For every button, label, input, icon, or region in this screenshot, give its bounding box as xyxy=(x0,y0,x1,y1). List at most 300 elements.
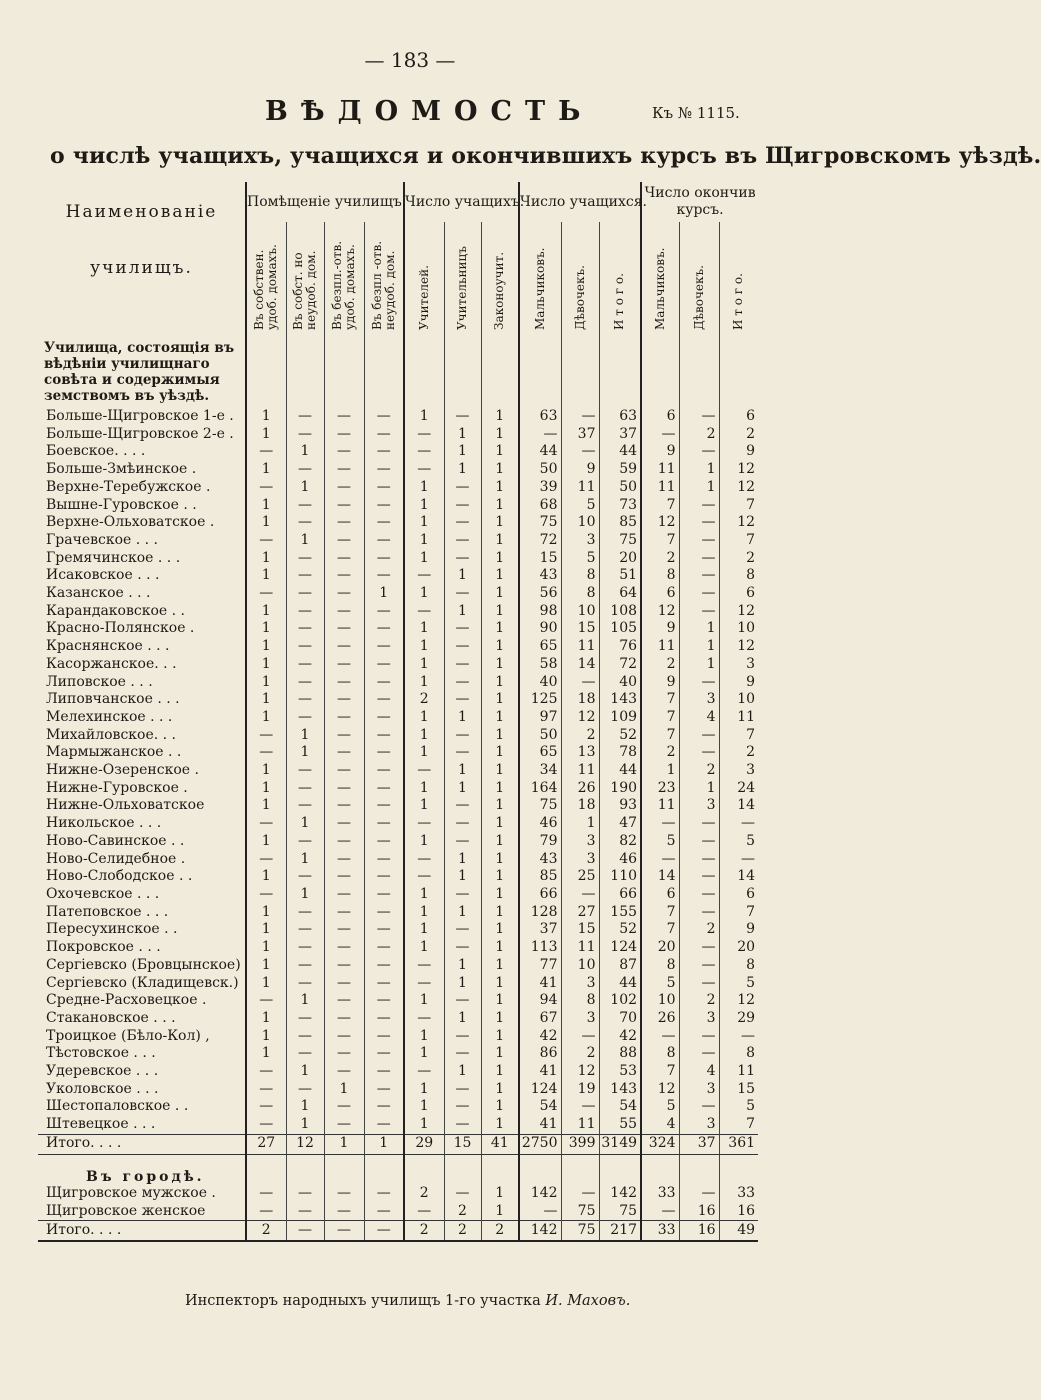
table-cell: 1 xyxy=(481,833,519,851)
table-cell: — xyxy=(364,744,404,762)
table-cell: 8 xyxy=(561,992,599,1010)
school-name: Нижне-Ольховатское xyxy=(46,797,205,814)
table-cell: 66 xyxy=(599,886,641,904)
table-cell: — xyxy=(444,1028,481,1046)
table-cell: 16 xyxy=(679,1203,719,1221)
table-cell: 1 xyxy=(481,1116,519,1134)
table-row xyxy=(38,815,758,833)
table-cell: 108 xyxy=(599,603,641,621)
table-cell: 6 xyxy=(641,886,679,904)
table-cell: 105 xyxy=(599,620,641,638)
table-cell: 1 xyxy=(246,709,286,727)
table-cell: 5 xyxy=(561,497,599,515)
table-cell: 11 xyxy=(561,1116,599,1134)
table-row xyxy=(38,603,758,621)
table-cell: — xyxy=(719,815,758,833)
subcolumn-header-label: Учительницъ xyxy=(455,246,469,330)
table-cell: 7 xyxy=(719,727,758,745)
table-cell: — xyxy=(561,1185,599,1203)
table-cell: — xyxy=(364,443,404,461)
table-cell: 11 xyxy=(561,638,599,656)
school-name: Липовское . . . xyxy=(46,673,153,690)
table-cell: 15 xyxy=(519,550,561,568)
table-cell: 2 xyxy=(641,656,679,674)
table-cell: 11 xyxy=(641,797,679,815)
document-title: ВѢДОМОСТЬ xyxy=(265,96,594,127)
group-header-graduates: Число окончив курсъ. xyxy=(641,182,758,222)
school-name: Михайловское. . . xyxy=(46,726,176,743)
table-cell: — xyxy=(561,443,599,461)
table-cell: — xyxy=(324,797,364,815)
table-cell: 1 xyxy=(246,939,286,957)
table-cell: — xyxy=(444,992,481,1010)
table-cell: 5 xyxy=(561,550,599,568)
table-cell: 34 xyxy=(519,762,561,780)
table-cell: 12 xyxy=(561,709,599,727)
table-cell: 52 xyxy=(599,921,641,939)
table-cell: 1 xyxy=(246,797,286,815)
table-cell: — xyxy=(364,620,404,638)
subcolumn-header-label: Въ безпл -отв. неудоб. дом. xyxy=(369,240,397,330)
table-cell: 1 xyxy=(246,426,286,444)
table-cell: — xyxy=(364,886,404,904)
table-row xyxy=(38,992,758,1010)
table-cell: 7 xyxy=(641,691,679,709)
table-cell: 1 xyxy=(404,479,444,497)
table-row xyxy=(38,443,758,461)
table-cell: 26 xyxy=(561,780,599,798)
table-cell: — xyxy=(679,886,719,904)
table-cell: — xyxy=(679,904,719,922)
table-cell: 7 xyxy=(641,727,679,745)
table-cell: — xyxy=(286,638,324,656)
table-cell: 1 xyxy=(404,1098,444,1116)
table-cell: 1 xyxy=(561,815,599,833)
table-cell: — xyxy=(444,1185,481,1203)
table-cell: — xyxy=(364,957,404,975)
school-name: Сергіевско (Бровцынское) xyxy=(46,956,241,973)
subcolumn-header-label: Мальчиковъ. xyxy=(532,247,547,330)
table-cell: 3 xyxy=(561,975,599,993)
table-cell: — xyxy=(364,921,404,939)
table-cell: 40 xyxy=(519,674,561,692)
table-row xyxy=(38,1185,758,1203)
table-cell: 66 xyxy=(519,886,561,904)
table-cell: — xyxy=(364,868,404,886)
table-cell: 19 xyxy=(561,1081,599,1099)
table-cell: 1 xyxy=(679,461,719,479)
table-cell: 1 xyxy=(404,1081,444,1099)
table-cell: 1 xyxy=(481,1045,519,1063)
table-cell: 190 xyxy=(599,780,641,798)
table-row xyxy=(38,727,758,745)
table-cell: 37 xyxy=(599,426,641,444)
table-cell: 1 xyxy=(444,443,481,461)
table-cell: 8 xyxy=(719,567,758,585)
table-cell: 1 xyxy=(404,833,444,851)
table-cell: 47 xyxy=(599,815,641,833)
table-row xyxy=(38,797,758,815)
table-cell: 3 xyxy=(679,1010,719,1028)
subcolumn-header xyxy=(599,222,641,334)
school-name: Карандаковское . . xyxy=(46,602,185,619)
table-cell: — xyxy=(286,1028,324,1046)
table-cell: 59 xyxy=(599,461,641,479)
table-cell: — xyxy=(324,992,364,1010)
table-cell: 63 xyxy=(599,408,641,426)
table-cell: — xyxy=(286,709,324,727)
table-cell: 12 xyxy=(719,461,758,479)
table-row xyxy=(38,1116,758,1134)
table-cell: — xyxy=(561,1028,599,1046)
table-cell: — xyxy=(679,674,719,692)
table-cell: 75 xyxy=(561,1203,599,1221)
table-cell: 1 xyxy=(286,992,324,1010)
table-cell: — xyxy=(444,497,481,515)
table-cell: 1 xyxy=(641,762,679,780)
table-row xyxy=(38,1010,758,1028)
table-cell: — xyxy=(324,1116,364,1134)
table-cell: — xyxy=(679,1045,719,1063)
table-cell: 1 xyxy=(246,461,286,479)
table-cell: 1 xyxy=(364,1134,404,1154)
table-cell: 88 xyxy=(599,1045,641,1063)
school-name: Шестопаловское . . xyxy=(46,1098,189,1115)
table-cell: 8 xyxy=(719,1045,758,1063)
table-cell: — xyxy=(444,744,481,762)
table-cell: — xyxy=(364,709,404,727)
table-cell: 1 xyxy=(404,727,444,745)
table-row xyxy=(38,833,758,851)
table-cell: 1 xyxy=(481,1185,519,1203)
table-cell: — xyxy=(444,638,481,656)
table-cell: — xyxy=(679,497,719,515)
table-cell: — xyxy=(404,1063,444,1081)
table-cell: — xyxy=(364,1116,404,1134)
table-row xyxy=(38,762,758,780)
table-row xyxy=(38,921,758,939)
table-cell: — xyxy=(641,1203,679,1221)
statistics-table-container xyxy=(38,182,758,1242)
table-cell: 1 xyxy=(246,408,286,426)
table-cell: 1 xyxy=(404,886,444,904)
table-cell: 44 xyxy=(519,443,561,461)
table-row xyxy=(38,1081,758,1099)
table-cell: — xyxy=(246,1081,286,1099)
table-cell: — xyxy=(561,674,599,692)
table-cell: — xyxy=(324,1203,364,1221)
table-cell: — xyxy=(404,461,444,479)
table-cell: 85 xyxy=(599,514,641,532)
table-cell: 2 xyxy=(404,1221,444,1242)
table-cell: 1 xyxy=(481,709,519,727)
table-cell: — xyxy=(641,1028,679,1046)
table-cell: 27 xyxy=(246,1134,286,1154)
section-title: Училища, состоящія въ вѣдѣніи училищнаго совѣта и содержимыя земствомъ въ уѣздѣ. xyxy=(44,340,235,404)
section-header-row xyxy=(38,334,758,408)
table-cell: — xyxy=(679,975,719,993)
table-cell: — xyxy=(679,815,719,833)
table-cell: 102 xyxy=(599,992,641,1010)
table-cell: 1 xyxy=(481,426,519,444)
table-cell: 75 xyxy=(599,1203,641,1221)
table-cell: — xyxy=(286,975,324,993)
table-cell: 2 xyxy=(404,1185,444,1203)
table-cell: — xyxy=(444,815,481,833)
table-cell: 12 xyxy=(286,1134,324,1154)
table-cell: 14 xyxy=(561,656,599,674)
table-cell: 1 xyxy=(481,780,519,798)
table-cell: — xyxy=(286,904,324,922)
table-row xyxy=(38,957,758,975)
table-cell: 8 xyxy=(561,585,599,603)
table-cell: 324 xyxy=(641,1134,679,1154)
table-cell: — xyxy=(286,1081,324,1099)
table-cell: 143 xyxy=(599,691,641,709)
table-cell: 3 xyxy=(679,1116,719,1134)
table-cell: 1 xyxy=(444,957,481,975)
school-name: Боевское. . . . xyxy=(46,443,146,460)
table-cell: 42 xyxy=(599,1028,641,1046)
table-cell: 8 xyxy=(561,567,599,585)
table-cell: 85 xyxy=(519,868,561,886)
school-name: Охочевское . . . xyxy=(46,885,160,902)
table-cell: 1 xyxy=(481,585,519,603)
table-cell: 1 xyxy=(246,497,286,515)
table-cell: — xyxy=(286,1045,324,1063)
school-name: Краснянское . . . xyxy=(46,638,170,655)
table-cell: 8 xyxy=(641,957,679,975)
table-cell: — xyxy=(404,762,444,780)
table-cell: — xyxy=(679,532,719,550)
table-cell: 39 xyxy=(519,479,561,497)
table-cell: 50 xyxy=(599,479,641,497)
table-cell: — xyxy=(246,886,286,904)
table-cell: 14 xyxy=(719,797,758,815)
table-cell: 46 xyxy=(519,815,561,833)
table-cell: — xyxy=(519,1203,561,1221)
table-cell: 2 xyxy=(679,921,719,939)
table-cell: — xyxy=(641,815,679,833)
table-cell: 1 xyxy=(404,638,444,656)
table-cell: — xyxy=(444,585,481,603)
table-cell: 11 xyxy=(641,638,679,656)
table-cell: 5 xyxy=(641,833,679,851)
table-cell: — xyxy=(286,833,324,851)
table-cell: — xyxy=(444,939,481,957)
table-cell: 1 xyxy=(286,815,324,833)
table-cell: 12 xyxy=(561,1063,599,1081)
table-cell: 15 xyxy=(444,1134,481,1154)
school-name: Патеповское . . . xyxy=(46,903,169,920)
table-row xyxy=(38,585,758,603)
table-cell: — xyxy=(364,426,404,444)
table-cell: — xyxy=(364,780,404,798)
table-cell: 1 xyxy=(404,585,444,603)
table-cell: 50 xyxy=(519,461,561,479)
subcolumn-header xyxy=(286,222,324,334)
table-cell: — xyxy=(364,939,404,957)
table-cell: — xyxy=(286,585,324,603)
table-cell: — xyxy=(246,1203,286,1221)
school-name: Красно-Полянское . xyxy=(46,620,195,637)
table-cell: 73 xyxy=(599,497,641,515)
table-cell: — xyxy=(679,868,719,886)
table-cell: — xyxy=(324,603,364,621)
table-cell: 1 xyxy=(324,1081,364,1099)
table-cell: — xyxy=(679,1185,719,1203)
school-name: Средне-Расховецкое . xyxy=(46,992,207,1009)
table-cell: — xyxy=(324,939,364,957)
table-cell: 43 xyxy=(519,851,561,869)
table-cell: — xyxy=(324,443,364,461)
table-cell: 1 xyxy=(444,426,481,444)
table-row xyxy=(38,674,758,692)
table-cell: 49 xyxy=(719,1221,758,1242)
school-name: Вышне-Гуровское . . xyxy=(46,496,197,513)
school-name: Стакановское . . . xyxy=(46,1009,176,1026)
table-cell: 16 xyxy=(679,1221,719,1242)
table-cell: 65 xyxy=(519,744,561,762)
table-cell: — xyxy=(444,514,481,532)
table-cell: — xyxy=(324,868,364,886)
table-cell: — xyxy=(404,957,444,975)
table-cell: 8 xyxy=(641,567,679,585)
subcolumn-header-label: И т о г о. xyxy=(731,273,746,330)
table-cell: — xyxy=(404,1203,444,1221)
table-cell: — xyxy=(679,514,719,532)
table-cell: — xyxy=(444,1045,481,1063)
table-cell: — xyxy=(444,479,481,497)
table-cell: — xyxy=(404,851,444,869)
table-cell: 2 xyxy=(719,550,758,568)
subcolumn-header xyxy=(404,222,444,334)
city-section-title: Въ городѣ. xyxy=(86,1168,205,1185)
table-cell: 7 xyxy=(719,904,758,922)
table-cell: 1 xyxy=(444,868,481,886)
table-cell: 1 xyxy=(444,603,481,621)
table-cell: 3 xyxy=(561,532,599,550)
table-cell: — xyxy=(286,1185,324,1203)
table-cell: — xyxy=(324,532,364,550)
table-cell: 3 xyxy=(561,851,599,869)
table-cell: — xyxy=(286,461,324,479)
table-cell: — xyxy=(444,833,481,851)
table-cell: — xyxy=(364,532,404,550)
table-cell: 1 xyxy=(481,1028,519,1046)
table-cell: 3 xyxy=(719,656,758,674)
table-cell: 20 xyxy=(599,550,641,568)
table-cell: — xyxy=(286,921,324,939)
table-cell: 1 xyxy=(679,780,719,798)
subcolumn-header-label: Учителей. xyxy=(416,265,431,330)
table-cell: 12 xyxy=(641,514,679,532)
table-cell: — xyxy=(404,815,444,833)
table-cell: — xyxy=(324,1010,364,1028)
table-cell: — xyxy=(444,1098,481,1116)
school-name: Верхне-Ольховатское . xyxy=(46,514,215,531)
table-cell: 1 xyxy=(481,1081,519,1099)
table-cell: 26 xyxy=(641,1010,679,1028)
table-cell: 10 xyxy=(641,992,679,1010)
table-cell: 20 xyxy=(641,939,679,957)
table-cell: — xyxy=(444,1116,481,1134)
table-cell: 42 xyxy=(519,1028,561,1046)
table-cell: 52 xyxy=(599,727,641,745)
table-cell: 90 xyxy=(519,620,561,638)
table-row xyxy=(38,461,758,479)
table-row xyxy=(38,780,758,798)
table-cell: — xyxy=(324,497,364,515)
table-row xyxy=(38,550,758,568)
table-cell: — xyxy=(286,426,324,444)
table-cell: 1 xyxy=(481,727,519,745)
table-cell: — xyxy=(679,603,719,621)
table-cell: — xyxy=(404,567,444,585)
table-cell: 1 xyxy=(481,957,519,975)
school-name: Штевецкое . . . xyxy=(46,1116,156,1133)
table-cell: 5 xyxy=(641,1098,679,1116)
table-cell: — xyxy=(444,550,481,568)
table-cell: 41 xyxy=(481,1134,519,1154)
table-row xyxy=(38,975,758,993)
total-row xyxy=(38,1134,758,1154)
table-cell: 12 xyxy=(719,992,758,1010)
table-cell: 1 xyxy=(481,744,519,762)
table-cell: 87 xyxy=(599,957,641,975)
table-cell: — xyxy=(246,1185,286,1203)
table-cell: — xyxy=(364,833,404,851)
table-cell: 2 xyxy=(246,1221,286,1242)
table-cell: 1 xyxy=(481,479,519,497)
table-cell: — xyxy=(364,851,404,869)
table-cell: — xyxy=(286,691,324,709)
table-cell: — xyxy=(679,550,719,568)
table-cell: 94 xyxy=(519,992,561,1010)
table-cell: 2 xyxy=(641,744,679,762)
table-cell: 1 xyxy=(404,674,444,692)
table-cell: — xyxy=(364,797,404,815)
table-cell: 10 xyxy=(719,620,758,638)
table-cell: 6 xyxy=(719,886,758,904)
table-row xyxy=(38,1028,758,1046)
table-cell: — xyxy=(286,1221,324,1242)
table-cell: 12 xyxy=(719,479,758,497)
table-cell: 1 xyxy=(481,886,519,904)
table-cell: 4 xyxy=(679,709,719,727)
table-cell: 46 xyxy=(599,851,641,869)
table-cell: 5 xyxy=(719,975,758,993)
table-cell: — xyxy=(286,762,324,780)
table-cell: — xyxy=(324,957,364,975)
table-cell: 37 xyxy=(519,921,561,939)
table-cell: 142 xyxy=(519,1185,561,1203)
table-cell: 1 xyxy=(286,727,324,745)
table-cell: — xyxy=(519,426,561,444)
table-cell: 33 xyxy=(641,1221,679,1242)
table-cell: 11 xyxy=(719,1063,758,1081)
table-row xyxy=(38,851,758,869)
group-header-pupils: Число учащихся. xyxy=(519,182,641,222)
table-cell: — xyxy=(444,408,481,426)
table-cell: 7 xyxy=(719,1116,758,1134)
table-cell: — xyxy=(286,603,324,621)
table-cell: 97 xyxy=(519,709,561,727)
table-cell: 1 xyxy=(246,656,286,674)
subcolumn-header-label: И т о г о. xyxy=(612,273,627,330)
table-cell: — xyxy=(364,497,404,515)
table-cell: 1 xyxy=(404,1028,444,1046)
